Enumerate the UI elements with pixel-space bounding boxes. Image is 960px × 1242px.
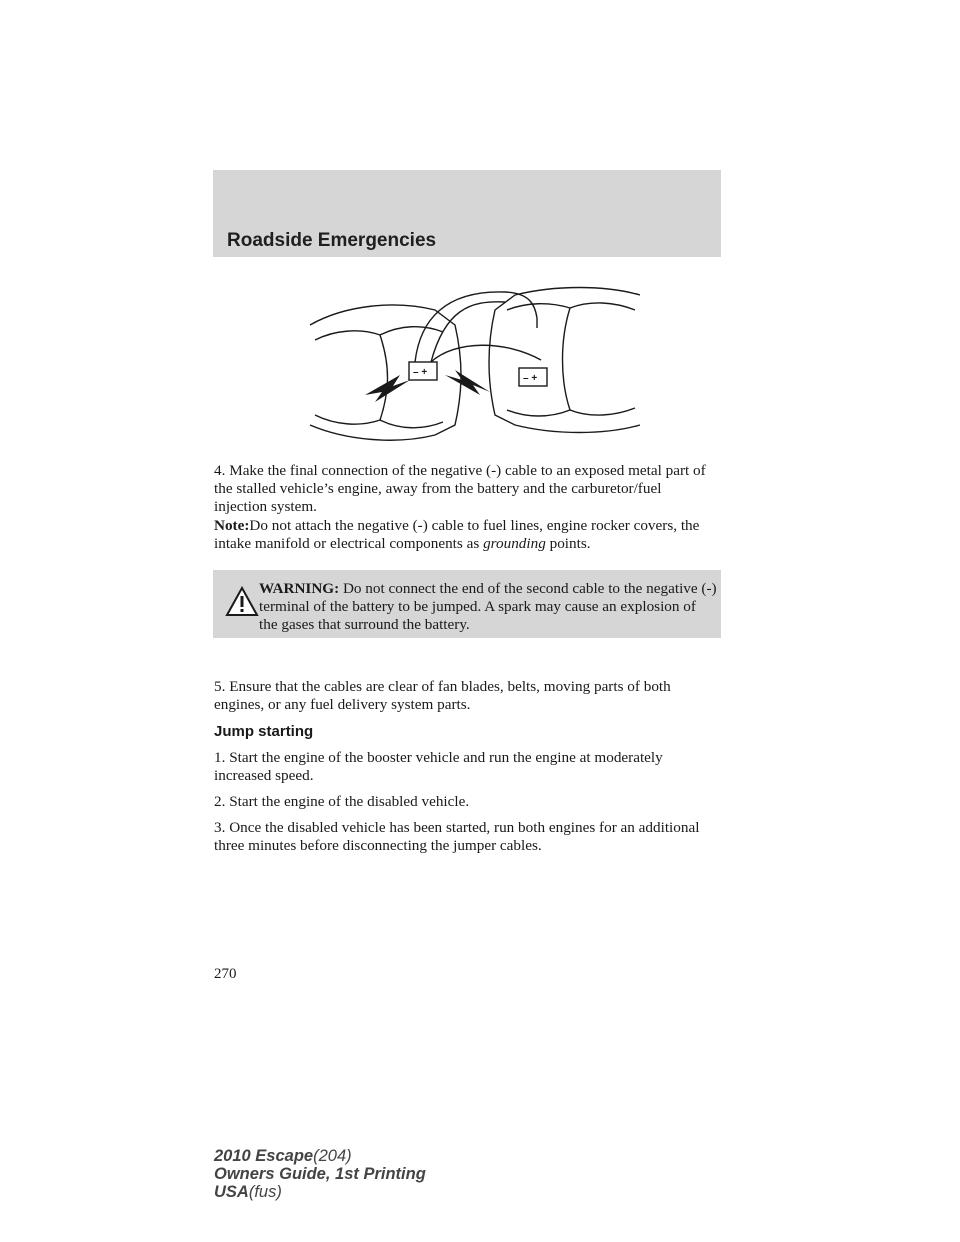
note-emphasis: grounding	[483, 535, 546, 552]
note-tail: points.	[545, 535, 591, 552]
jump-start-diagram	[305, 280, 645, 450]
warning-text: Do not connect the end of the second cable to the negative (-) terminal of the battery to be jumped. A spark may cause an explosion of the gases that surround the battery.	[259, 580, 717, 633]
warning-text-block	[259, 580, 717, 634]
jump-starting-heading: Jump starting	[214, 723, 314, 740]
left-battery-label: – +	[413, 367, 428, 378]
step-4-text: 4. Make the final connection of the negative (-) cable to an exposed metal part of the stalled vehicle’s engine, away from the battery and the carburetor/fuel injection system.	[214, 462, 706, 515]
note-text: Do not attach the negative (-) cable to fuel lines, engine rocker covers, the intake manifold or electrical components as	[214, 517, 700, 552]
footer-market: USA	[214, 1183, 249, 1201]
footer-guide: Owners Guide, 1st Printing	[214, 1165, 426, 1183]
section-title: Roadside Emergencies	[227, 230, 437, 251]
right-battery-label: – +	[523, 373, 538, 384]
jump-starting-section	[214, 723, 714, 855]
document-footer	[214, 1147, 534, 1201]
jump-step-1: 1. Start the engine of the booster vehicle and run the engine at moderately increased speed.	[214, 749, 663, 784]
step-4	[214, 462, 714, 516]
warning-box	[213, 570, 721, 638]
footer-model: 2010 Escape	[214, 1147, 314, 1165]
warning-label: WARNING:	[259, 580, 340, 597]
step-5	[214, 678, 714, 714]
jump-step-2: 2. Start the engine of the disabled vehicle.	[214, 793, 470, 810]
note-label: Note:	[214, 517, 250, 534]
warning-triangle-icon	[225, 586, 259, 617]
step-5-text: 5. Ensure that the cables are clear of fan blades, belts, moving parts of both engines, or any fuel delivery system parts.	[214, 678, 671, 713]
footer-model-code: (204)	[313, 1147, 352, 1165]
jump-step-3: 3. Once the disabled vehicle has been started, run both engines for an additional three minutes before disconnecting the jumper cables.	[214, 819, 700, 854]
page-number: 270	[214, 966, 237, 982]
footer-market-code: (fus)	[248, 1183, 282, 1201]
note-paragraph	[214, 517, 714, 553]
